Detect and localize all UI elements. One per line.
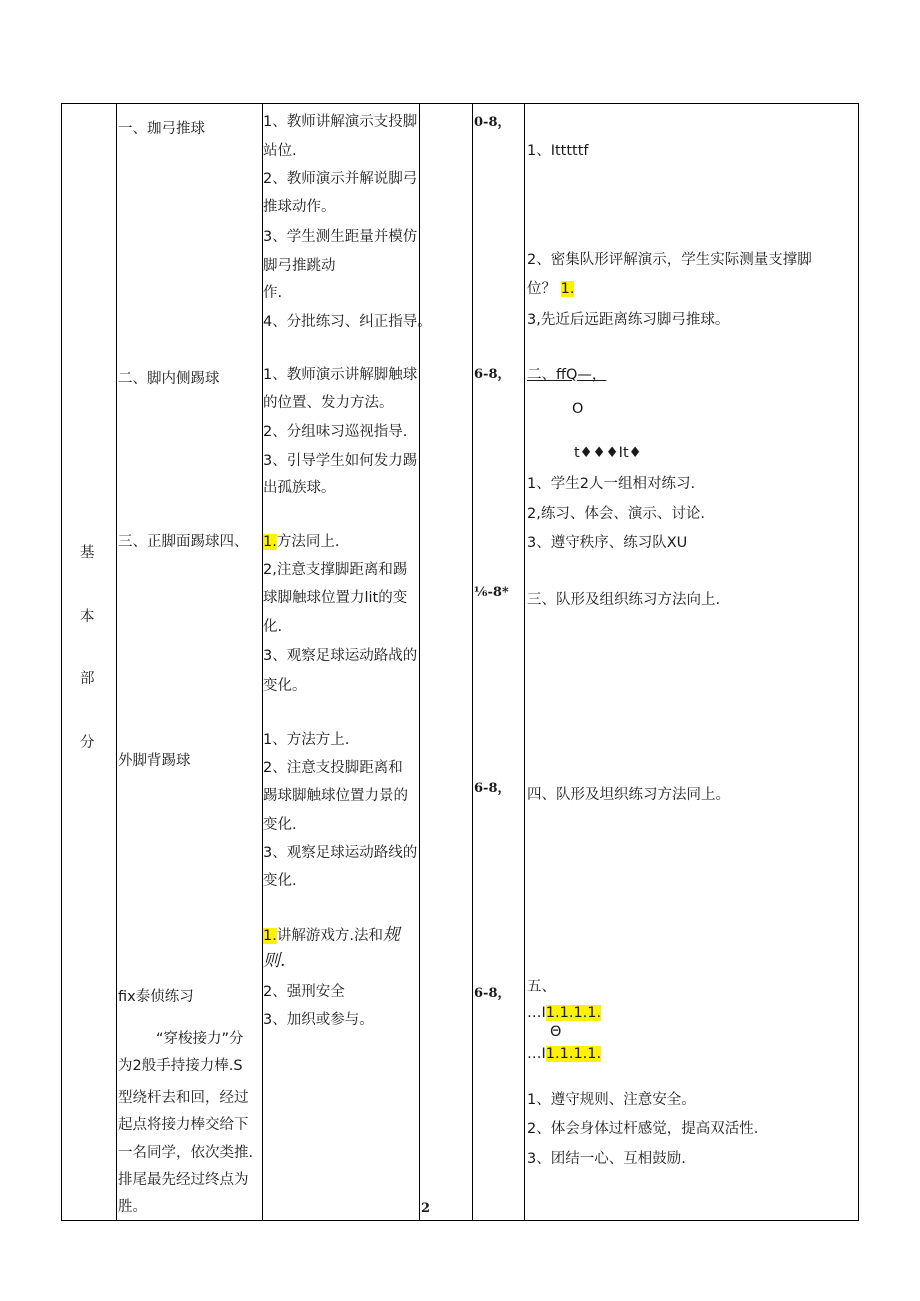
formation-symbol: Θ [550, 1024, 562, 1040]
highlight-mark: 1. [560, 281, 575, 297]
method-line: 2,注意支撑脚距离和踢 [263, 562, 408, 578]
method-line: 化. [263, 619, 283, 635]
section-label-char: 基 [80, 545, 95, 561]
content-item-4: 外脚背踢球 [118, 753, 191, 769]
count-value: 6-8， [474, 781, 511, 796]
method-line: 1、方法方上. [263, 732, 350, 748]
method-line: 2、教师演示并解说脚弓 [263, 171, 418, 187]
method-line [263, 529, 339, 555]
section-label-char: 本 [80, 609, 95, 625]
col-divider-0 [61, 103, 62, 1221]
method-line: 3、观察足球运动路线的 [263, 845, 418, 861]
col-divider-4 [472, 103, 473, 1221]
count-value: ⅙-8* [474, 585, 509, 600]
content-desc-line: 型绕杆去和回，经过 [118, 1090, 249, 1106]
highlight-mark: 1. [263, 534, 277, 550]
content-desc-line: 为2般手持接力棒.S [118, 1058, 243, 1074]
formation-symbol: t♦♦♦It♦ [574, 445, 642, 461]
highlight-mark: 1.1.1.1. [545, 1046, 602, 1062]
org-line [527, 1000, 601, 1026]
method-line: 变化. [263, 873, 297, 889]
content-desc-line: 一名同学，依次类推. [118, 1145, 254, 1161]
count-value: 6-8， [474, 367, 511, 382]
method-line: 2、注意支投脚距离和 [263, 760, 403, 776]
content-desc-line: 起点将接力棒交给下 [118, 1117, 249, 1133]
method-text-italic: 规 [382, 925, 400, 945]
method-line: 2、强刑安全 [263, 984, 345, 1000]
method-line: 1、教师讲解演示支投脚 [263, 114, 418, 130]
org-line: 3、遵守秩序、练习队XU [527, 535, 688, 551]
col-divider-6 [858, 103, 859, 1221]
method-line: 3、观察足球运动路战的 [263, 648, 418, 664]
org-line: 三、队形及组织练习方法向上. [527, 592, 721, 608]
highlight-mark: 1.1.1.1. [545, 1005, 602, 1021]
method-text: 讲解游戏方.法和 [276, 928, 383, 944]
method-line: 4、分批练习、纠正指导。 [263, 314, 432, 330]
org-line: 二、ffQ—， [527, 367, 607, 383]
method-line: 3、学生测生距量并模仿 [263, 229, 418, 245]
section-label-char: 分 [80, 735, 95, 751]
method-line: 则. [263, 951, 286, 971]
section-label-char: 部 [80, 671, 95, 687]
page-number: 2 [421, 1201, 431, 1216]
org-line [527, 1041, 601, 1067]
org-line: 3,先近后远距离练习脚弓推球。 [527, 312, 730, 328]
org-line: 1、学生2人一组相对练习. [527, 476, 696, 492]
col-divider-5 [524, 103, 525, 1221]
col-divider-3 [419, 103, 420, 1221]
org-text: …I [527, 1005, 546, 1021]
count-value: 6-8， [474, 986, 511, 1001]
table-top-border [61, 103, 859, 104]
content-item-1: 一、珈弓推球 [118, 121, 205, 137]
org-line: 1、Itttttf [527, 143, 589, 159]
content-item-2: 二、脚内侧踢球 [118, 371, 220, 387]
method-line [263, 922, 400, 949]
formation-symbol: O [572, 401, 584, 417]
method-line: 作. [263, 285, 283, 301]
method-line: 的位置、发力方法。 [263, 395, 394, 411]
method-line: 踢球脚触球位置力景的 [263, 788, 408, 804]
highlight-mark: 1. [263, 928, 277, 944]
content-desc-line: 排尾最先经过终点为 [118, 1172, 249, 1188]
method-line: 变化. [263, 817, 297, 833]
org-text: 位？ [527, 281, 556, 297]
content-item-5: fix泰侦练习 [118, 989, 194, 1005]
org-line [527, 276, 574, 302]
method-line: 球脚触球位置力lit的变 [263, 590, 408, 606]
method-line: 3、加织或参与。 [263, 1012, 374, 1028]
method-line: 3、引导学生如何发力踢 [263, 453, 418, 469]
method-text: 方法同上. [276, 534, 340, 550]
content-item-3: 三、正脚面踢球四、 [118, 534, 249, 550]
org-line: 3、团结一心、互相鼓励. [527, 1151, 686, 1167]
content-desc-line: 胜。 [118, 1199, 147, 1215]
org-line: 四、队形及坦织练习方法同上。 [527, 787, 730, 803]
method-line: 站位. [263, 143, 297, 159]
method-line: 1、教师演示讲解脚触球 [263, 367, 418, 383]
method-line: 变化。 [263, 678, 307, 694]
method-line: 2、分组味习巡视指导. [263, 424, 408, 440]
org-line: 1、遵守规则、注意安全。 [527, 1092, 696, 1108]
org-line: 2、体会身体过杆感觉，提高双活性. [527, 1121, 759, 1137]
table-bottom-border [61, 1220, 859, 1221]
org-line: 2,练习、体会、演示、讨论. [527, 506, 705, 522]
org-text: …I [527, 1046, 546, 1062]
method-line: 出孤族球。 [263, 480, 336, 496]
org-line: 2、密集队形评解演示，学生实际测量支撑脚 [527, 252, 812, 268]
content-desc-line: “穿梭接力”分 [156, 1031, 244, 1047]
method-line: 脚弓推跳动 [263, 258, 336, 274]
count-value: 0-8， [474, 115, 511, 130]
method-line: 推球动作。 [263, 199, 336, 215]
col-divider-1 [116, 103, 117, 1221]
org-line: 五、 [527, 979, 556, 995]
